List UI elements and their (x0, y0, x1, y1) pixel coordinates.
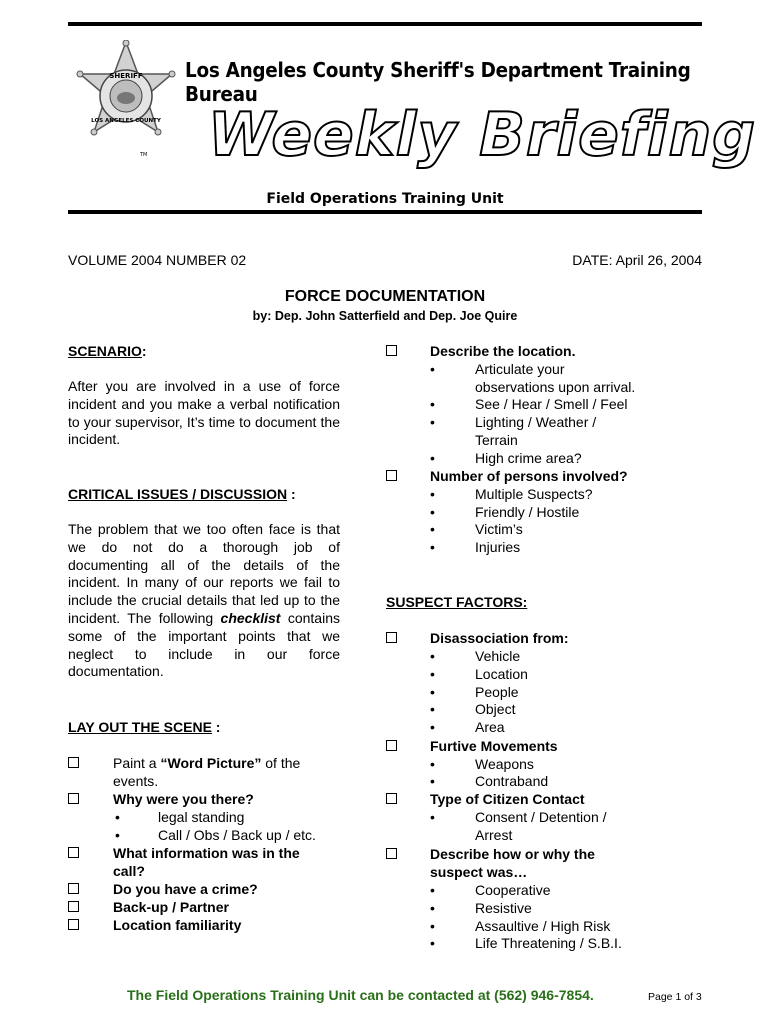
list-item: Vehicle (475, 648, 521, 664)
scenario-heading: SCENARIO: (68, 343, 147, 359)
checkbox (386, 468, 397, 486)
citizen-contact-item: Type of Citizen Contact (430, 791, 585, 807)
bullet: • (430, 719, 435, 735)
critical-issues-heading: CRITICAL ISSUES / DISCUSSION : (68, 486, 296, 502)
top-rule (68, 22, 702, 26)
why-there-item: Why were you there? (113, 791, 254, 807)
checkbox (68, 791, 79, 809)
list-item: People (475, 684, 519, 700)
bullet: • (430, 756, 435, 772)
crime-item: Do you have a crime? (113, 881, 258, 897)
header-rule (68, 210, 702, 214)
page-number: Page 1 of 3 (648, 991, 702, 1003)
checkbox (68, 881, 79, 899)
footer-contact: The Field Operations Training Unit can be contacted at (562) 946-7854. (127, 987, 594, 1003)
list-item: Call / Obs / Back up / etc. (158, 827, 316, 843)
list-item: Lighting / Weather / Terrain (475, 414, 597, 448)
critical-issues-body: The problem that we too often face is that we do not do a thorough job of documenting all of the details of the incident. In many of our reports we fail to include the crucial details that led up to the incident. The following checklist contains some of the important points that we neglect to include in our force documentation. (68, 521, 340, 680)
checklist-emphasis: checklist (220, 609, 281, 626)
describe-location-item: Describe the location. (430, 343, 576, 359)
bullet: • (430, 521, 435, 537)
disassociation-item: Disassociation from: (430, 630, 569, 646)
checkbox (68, 755, 79, 773)
describe-suspect-item: Describe how or why the suspect was… (430, 846, 595, 880)
article-title: FORCE DOCUMENTATION (284, 288, 486, 305)
word-picture-item: Paint a “Word Picture” of the events. (113, 755, 301, 789)
bullet: • (430, 648, 435, 664)
bullet: • (115, 809, 120, 825)
list-item: Life Threatening / S.B.I. (475, 935, 622, 951)
furtive-movements-item: Furtive Movements (430, 738, 558, 754)
list-item: Weapons (475, 756, 534, 772)
list-item: High crime area? (475, 450, 582, 466)
bullet: • (115, 827, 120, 843)
badge-bottom-text: LOS ANGELES COUNTY (91, 118, 161, 124)
unit-name: Field Operations Training Unit (266, 191, 504, 207)
list-item: Articulate your observations upon arrival. (475, 361, 636, 395)
suspect-factors-heading: SUSPECT FACTORS: (386, 594, 528, 610)
bullet: • (430, 450, 435, 466)
list-item: Contraband (475, 773, 549, 789)
checkbox (68, 917, 79, 935)
checkbox (68, 899, 79, 917)
bullet: • (430, 684, 435, 700)
newsletter-title: Weekly Briefing (208, 100, 757, 170)
bullet: • (430, 809, 435, 825)
list-item: Object (475, 701, 516, 717)
volume-number: VOLUME 2004 NUMBER 02 (68, 252, 247, 268)
list-item: Multiple Suspects? (475, 486, 593, 502)
bullet: • (430, 900, 435, 916)
checkbox (386, 738, 397, 756)
list-item: legal standing (158, 809, 245, 825)
layout-heading: LAY OUT THE SCENE : (68, 719, 221, 735)
list-item: See / Hear / Smell / Feel (475, 396, 628, 412)
bullet: • (430, 504, 435, 520)
list-item: Injuries (475, 539, 521, 555)
sheriff-star-logo (72, 40, 180, 160)
list-item: Friendly / Hostile (475, 504, 580, 520)
list-item: Resistive (475, 900, 532, 916)
bullet: • (430, 414, 435, 430)
bullet: • (430, 882, 435, 898)
list-item: Assaultive / High Risk (475, 918, 611, 934)
bullet: • (430, 773, 435, 789)
checkbox (68, 845, 79, 863)
department-name: Los Angeles County Sheriff's Department Training Bureau (185, 58, 691, 106)
checkbox (386, 630, 397, 648)
bullet: • (430, 935, 435, 951)
bullet: • (430, 701, 435, 717)
list-item: Cooperative (475, 882, 551, 898)
checkbox (386, 791, 397, 809)
scenario-body: After you are involved in a use of force incident and you make a verbal notification to your supervisor, It’s time to document the incident. (68, 378, 340, 448)
badge-tm: TM (140, 152, 148, 158)
bullet: • (430, 918, 435, 934)
list-item: Area (475, 719, 505, 735)
checkbox (386, 846, 397, 864)
bullet: • (430, 361, 435, 377)
checkbox (386, 343, 397, 361)
list-item: Victim’s (475, 521, 523, 537)
backup-item: Back-up / Partner (113, 899, 229, 915)
issue-date: DATE: April 26, 2004 (572, 252, 702, 268)
info-call-item: What information was in the call? (113, 845, 300, 879)
list-item: Location (475, 666, 528, 682)
list-item: Consent / Detention / Arrest (475, 809, 607, 843)
article-byline: by: Dep. John Satterfield and Dep. Joe Quire (252, 309, 518, 323)
bullet: • (430, 666, 435, 682)
badge-top-text: SHERIFF (109, 72, 143, 80)
bullet: • (430, 539, 435, 555)
bullet: • (430, 486, 435, 502)
persons-involved-item: Number of persons involved? (430, 468, 628, 484)
bullet: • (430, 396, 435, 412)
location-familiarity-item: Location familiarity (113, 917, 242, 933)
